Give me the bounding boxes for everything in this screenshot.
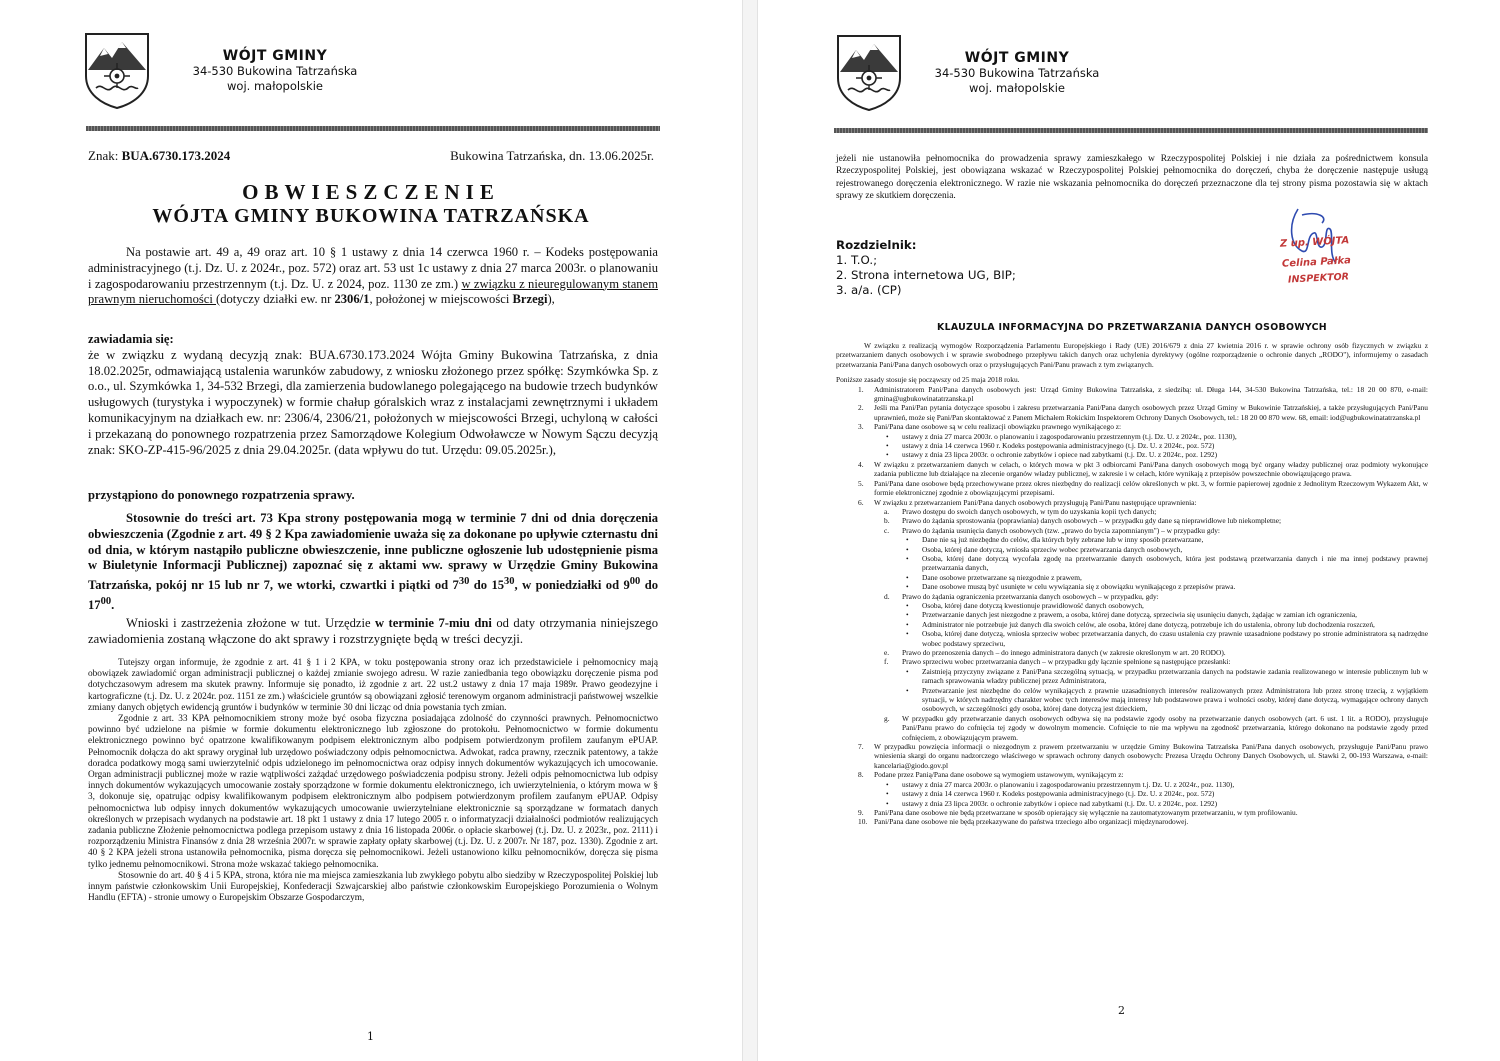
clause-item: 8. Podane przez Panią/Pana dane osobowe są wymogiem ustawowym, wynikającym z:: [858, 770, 1124, 780]
clause-bullet: • Osoba, której dane dotyczą, wniosła sprzeciw wobec przetwarzania danych, do czasu ustalenia czy prawnie uzasadnione podstawy po stronie administratora są nadrzędne wobec podstawy sprzeciwu,: [836, 629, 1428, 648]
distribution-list: [836, 238, 1016, 298]
legal-basis-paragraph: Na postawie art. 49 a, 49 oraz art. 10 § 1 ustawy z dnia 14 czerwca 1960 r. – Kodeks postępowania administracyjnego (t.j. Dz. U. z 2024r., poz. 572) oraz art. 53 ust 1c ustawy z dnia 27 marca 2003r. o planowaniu i zagospodarowaniu przestrzennym (t.j. Dz. U. z 2024, poz. 1130 ze zm.) w związku z nieuregulowanym stanem prawnym nieruchomości (dotyczy działki ew. nr 2306/1, położonej w miejscowości Brzegi),: [88, 245, 658, 307]
clause-item: 2. Jeśli ma Pani/Pan pytania dotyczące sposobu i zakresu przetwarzania Pani/Pana danych osobowych przez Urząd Gminy w Bukowinie Tatrzańskiej, a także przysługujących Pani/Panu uprawnień, może się Pani/Pan skontaktować z Panem Michałem Rokickim Inspektorem Ochrony Danych Osobowych, tel.: 18 20 00 870 wew. 68, email: iod@ugbukowinatatrzanska.pl: [858, 403, 1428, 422]
case-reference-label: Znak:: [88, 148, 122, 163]
clause-subitem: d. Prawo do żądania ograniczenia przetwarzania danych osobowych – w przypadku, gdy:: [884, 591, 1159, 601]
header-divider: [834, 128, 1428, 133]
clause-bullet: • Przetwarzanie jest niezbędne do celów wynikających z prawnie uzasadnionych interesów realizowanych przez Administratora lub przez stronę trzecią, z wyjątkiem sytuacji, w których nadrzędny charakter wobec tych interesów mają interesy lub podstawowe prawa i wolności osoby, której dane dotyczą, wymagające ochrony danych osobowych, w szczególności gdy osoba, której dane dotyczą jest dzieckiem,: [836, 686, 1428, 714]
fine-print-foreign: Stosownie do art. 40 § 4 i 5 KPA, strona, która nie ma miejsca zamieszkania lub zwykłego pobytu albo siedziby w Rzeczypospolitej Polskiej lub innym państwie członkowskim Unii Europejskiej, Konfederacji Szwajcarskiej albo państwie członkowskim Europejskiego Porozumienia o Wolnym Handlu (EFTA) - stronie umowy o Europejskim Obszarze Gospodarczym,: [88, 870, 658, 904]
notice-section: [88, 332, 658, 458]
clause-bullet: • ustawy z dnia 23 lipca 2003r. o ochronie zabytków i opiece nad zabytkami (t.j. Dz. U. z 2024r., poz. 1292): [836, 450, 1428, 459]
office-region: woj. małopolskie: [227, 79, 323, 93]
stamp-position: INSPEKTOR: [1287, 271, 1350, 286]
clause-subitem: b. Prawo do żądania sprostowania (poprawiania) danych osobowych – w przypadku gdy dane są nieprawidłowe lub niekompletne;: [884, 516, 1282, 526]
stamp-name: Celina Pałka: [1281, 255, 1352, 270]
clause-bullet: • Dane osobowe przetwarzane są niezgodnie z prawem,: [836, 573, 1428, 582]
fine-print: [88, 658, 658, 904]
clause-bullet: • ustawy z dnia 23 lipca 2003r. o ochronie zabytków i opiece nad zabytkami (t.j. Dz. U. z 2024r., poz. 1292): [836, 799, 1428, 808]
clause-bullet: • Osoba, której dane dotyczą kwestionuje prawidłowość danych osobowych,: [836, 601, 1428, 610]
coat-of-arms-icon: [82, 30, 152, 110]
case-reference-value: BUA.6730.173.2024: [121, 148, 231, 163]
office-address: 34-530 Bukowina Tatrzańska: [934, 66, 1100, 80]
document-page-2: [758, 0, 1500, 1061]
clause-item: 5. Pani/Pana dane osobowe będą przechowywane przez okres niezbędny do realizacji celów określonych w pkt. 3, w formie papierowej zgodnie z Jednolitym Rzeczowym Wykazem Akt, w formie elektronicznej zgodnie z obowiązującymi przepisami.: [858, 478, 1428, 498]
clause-bullet: • ustawy z dnia 27 marca 2003r. o planowaniu i zagospodarowaniu przestrzennym (t.j. Dz. U. z 2024r., poz. 1130),: [836, 432, 1428, 441]
clause-effective-date: Poniższe zasady stosuje się począwszy od 25 maja 2018 roku.: [836, 375, 1020, 385]
clause-item: 7. W przypadku powzięcia informacji o niezgodnym z prawem przetwarzaniu w urzędzie Gminy Bukowina Tatrzańska Pani/Pana danych osobowych, przysługuje Pani/Panu prawo wniesienia skargi do organu nadzorczego właściwego w sprawach ochrony danych osobowych: Prezesa Urzędu Ochrony Danych Osobowych, ul. Stawki 2, 00-193 Warszawa, e-mail: kancelaria@giodo.gov.pl: [858, 742, 1428, 770]
clause-item: 1. Administratorem Pani/Pana danych osobowych jest: Urząd Gminy Bukowina Tatrzańska, z siedzibą: ul. Długa 144, 34-530 Bukowina Tatrzańska, tel.: 18 20 00 870, e-mail: gmina@ugbukowinatatrzanska.pl: [858, 384, 1428, 404]
clause-item: 9. Pani/Pana dane osobowe nie będą przetwarzane w sposób opierający się wyłącznie na zautomatyzowanym przetwarzaniu, w tym profilowaniu.: [858, 807, 1298, 817]
clause-bullet: • Osoba, której dane dotyczą, wniosła sprzeciw wobec przetwarzania danych osobowych,: [836, 545, 1428, 554]
clause-item: 10. Pani/Pana dane osobowe nie będą przekazywane do państwa trzeciego albo organizacji międzynarodowej.: [858, 817, 1189, 827]
office-title: WÓJT GMINY: [964, 50, 1070, 66]
distribution-heading: Rozdzielnik:: [836, 238, 917, 252]
clause-bullet: • Dane nie są już niezbędne do celów, dla których były zebrane lub w inny sposób przetwarzane,: [836, 535, 1428, 544]
clause-bullet: • ustawy z dnia 14 czerwca 1960 r. Kodeks postępowania administracyjnego (t.j. Dz. U. z 2024r., poz. 572): [836, 441, 1428, 450]
clause-subitem: c. Prawo do żądania usunięcia danych osobowych (tzw. „prawo do bycia zapomnianym") – w przypadku gdy:: [884, 525, 1220, 535]
office-region: woj. małopolskie: [969, 81, 1065, 95]
page-gutter: [742, 0, 758, 1061]
notice-body: że w związku z wydaną decyzją znak: BUA.6730.173.2024 Wójta Gminy Bukowina Tatrzańska, z dnia 18.02.2025r, odmawiającą ustalenia warunków zabudowy, z wniosku złożonego przez spółkę: Szymkówka Sp. z o.o., ul. Szymkówka 1, 34-532 Brzegi, dla zamierzenia budowlanego polegającego na budowie trzech budynków usługowych (turystyka i wypoczynek) w formie chałup góralskich wraz z instalacjami zewnętrznymi i układem komunikacyjnym na działkach ew. nr: 2306/4, 2306/21, położonych w miejscowości Brzegi, uchyloną w całości i przekazaną do ponownego rozpatrzenia przez Samorządowe Kolegium Odwoławcze w Nowym Sączu decyzją znak: SKO-ZP-415-96/2025 z dnia 29.04.2025r. (data wpływu do tut. Urzędu: 09.05.2025r.),: [88, 347, 658, 457]
header-divider: [86, 126, 660, 131]
data-protection-clause: [836, 341, 1428, 827]
clause-subitem: f. Prawo sprzeciwu wobec przetwarzania danych – w przypadku gdy łącznie spełnione są następujące przesłanki:: [884, 657, 1231, 667]
distribution-item: 1. T.O.;: [836, 253, 878, 267]
stamp-authority: Z up. WÓJTA: [1279, 235, 1350, 250]
clause-title: KLAUZULA INFORMACYJNA DO PRZETWARZANIA DANYCH OSOBOWYCH: [937, 322, 1327, 333]
clause-bullet: • ustawy z dnia 14 czerwca 1960 r. Kodeks postępowania administracyjnego (t.j. Dz. U. z 2024r., poz. 572): [836, 789, 1428, 798]
notice-heading: zawiadamia się:: [88, 332, 174, 346]
office-header: [922, 50, 1112, 96]
document-date: Bukowina Tatrzańska, dn. 13.06.2025r.: [450, 148, 654, 163]
office-header: [180, 48, 370, 94]
clause-subitem: e. Prawo do przenoszenia danych – do innego administratora danych (w zakresie określonym w art. 20 RODO).: [884, 648, 1226, 657]
clause-subitem: g. W przypadku gdy przetwarzanie danych osobowych odbywa się na podstawie zgody osoby na przetwarzanie danych osobowych (art. 6 ust. 1 lit. a RODO), przysługuje Pani/Panu prawo do cofnięcia tej zgody w dowolnym momencie. Cofnięcie to nie ma wpływu na zgodność przetwarzania, którego dokonano na podstawie zgody przed cofnięciem, z obowiązującym prawem.: [884, 713, 1428, 742]
foreign-party-continuation: jeżeli nie ustanowiła pełnomocnika do prowadzenia sprawy zamieszkałego w Rzeczypospolitej Polskiej i nie działa za pośrednictwem konsula Rzeczypospolitej Polskiej, jest obowiązana wskazać w Rzeczypospolitej Polskiej pełnomocnika do doręczeń, chyba że doręczenie następuje usługą rejestrowanego doręczenia elektronicznego. W razie nie wskazania pełnomocnika do doręczeń przeznaczone dla tej strony pisma pozostawia się w aktach sprawy ze skutkiem doręczenia.: [836, 154, 1428, 202]
clause-bullet: • Przetwarzanie danych jest niezgodne z prawem, a osoba, której dane dotyczą, sprzeciwia się usunięciu danych, żądając w zamian ich ograniczenia,: [836, 610, 1428, 619]
clause-bullet: • Dane osobowe muszą być usunięte w celu wywiązania się z obowiązku wynikającego z przepisów prawa.: [836, 582, 1428, 591]
clause-item: 6. W związku z przetwarzaniem Pani/Pana danych osobowych przysługują Pani/Panu następujące uprawnienia:: [858, 497, 1197, 507]
signature-stamp: [1258, 205, 1378, 295]
motions-paragraph: Wnioski i zastrzeżenia złożone w tut. Urzędzie w terminie 7-miu dni od daty otrzymania niniejszego zawiadomienia zostaną włączone do akt sprawy i rozstrzygnięte będą w treści decyzji.: [88, 616, 658, 646]
resume-statement: przystąpiono do ponownego rozpatrzenia sprawy.: [88, 488, 355, 502]
distribution-item: 2. Strona internetowa UG, BIP;: [836, 268, 1016, 282]
case-reference: [88, 148, 230, 164]
coat-of-arms-icon: [834, 32, 904, 112]
clause-bullet: • Osoba, której dane dotyczą wycofała zgodę na przetwarzanie danych osobowych, która jest podstawą przetwarzania danych i nie ma innej podstawy prawnej przetwarzania danych,: [836, 554, 1428, 573]
access-paragraph: Stosownie do treści art. 73 Kpa strony postępowania mogą w terminie 7 dni od dnia doręczenia obwieszczenia (Zgodnie z art. 49 § 2 Kpa zawiadomienie uważa się za dokonane po upływie czternastu dni od dnia, w którym nastąpiło publiczne obwieszczenie, inne publiczne ogłoszenie lub udostępnienie pisma w Biuletynie Informacji Publicznej) zapoznać się z aktami ww. sprawy w Urzędzie Gminy Bukowina Tatrzańska, pokój nr 15 lub nr 7, we wtorki, czwartki i piątki od $7^{30}$ do $15^{30}$, w poniedziałki od $9^{00}$ do $17^{00}$.: [88, 511, 659, 613]
distribution-item: 3. a/a. (CP): [836, 283, 902, 297]
clause-bullet: • Zaistnieją przyczyny związane z Pani/Pana szczególną sytuacją, w przypadku przetwarzania danych na podstawie zadania realizowanego w interesie publicznym lub w ramach sprawowania władzy publicznej przez Administratora,: [836, 667, 1428, 686]
clause-item: 3. Pani/Pana dane osobowe są w celu realizacji obowiązku prawnego wynikającego z:: [858, 422, 1122, 432]
clause-item: 4. W związku z przetwarzaniem danych w celach, o których mowa w pkt 3 odbiorcami Pani/Pana danych osobowych mogą być organy władzy publicznej oraz podmioty wykonujące zadania publiczne lub działające na zlecenie organów władzy publicznej, w zakresie i w celach, które wynikają z przepisów powszechnie obowiązującego prawa.: [858, 459, 1428, 479]
office-title: WÓJT GMINY: [222, 48, 328, 64]
document-page-1: [0, 0, 742, 1061]
page-number: 2: [1118, 1004, 1125, 1017]
fine-print-proxy: Zgodnie z art. 33 KPA pełnomocnikiem strony może być osoba fizyczna posiadająca zdolność do czynności prawnych. Pełnomocnictwo powinno być udzielone na piśmie w formie dokumentu elektronicznego lub zgłoszone do protokołu. Pełnomocnictwo w formie dokumentu elektronicznego powinno być opatrzone kwalifikowanym podpisem elektronicznym albo podpisem potwierdzonym profilem zaufanym ePUAP. Pełnomocnik dołącza do akt sprawy oryginał lub urzędowo poświadczony odpis pełnomocnictwa. Adwokat, radca prawny, rzecznik patentowy, a także doradca podatkowy mogą sami uwierzytelnić odpis udzielonego im pełnomocnictwa oraz odpisy innych dokumentów wykazujących ich umocowanie. Organ administracji publicznej może w razie wątpliwości zażądać urzędowego poświadczenia podpisu strony. Jeżeli odpis pełnomocnictwa lub odpisy innych dokumentów wykazujących umocowanie zostały sporządzone w formie dokumentu elektronicznego, ich uwierzytelnienia, o którym mowa w § 3, dokonuje się, opatrując odpisy kwalifikowanym podpisem elektronicznym albo podpisem potwierdzonym profilem zaufanym ePUAP. Odpisy pełnomocnictwa lub odpisy innych dokumentów wykazujących umocowanie uwierzytelniane elektronicznie są sporządzane w formatach danych określonych w przepisach wydanych na podstawie art. 18 pkt 1 ustawy z dnia 17 lutego 2005 r. o informatyzacji działalności podmiotów realizujących zadania publiczne Złożenie pełnomocnictwa podlega przepisom ustawy z dnia 16 listopada 2006r. o opłacie skarbowej (t.j. Dz. U. z 2023r., poz. 2111) i rozporządzeniu Ministra Finansów z dnia 28 września 2007r. w sprawie zapłaty opłaty skarbowej (t.j. Dz. U. z 2007r. Nr 187, poz. 1330). Zgodnie z art. 40 § 2 KPA jeżeli strona ustanowiła pełnomocnika, pisma doręcza się pełnomocnikowi. Jeżeli ustanowiono kilku pełnomocników, doręcza się pisma tylko jednemu pełnomocnikowi. Strona może wskazać takiego pełnomocnika.: [88, 714, 658, 870]
fine-print-address: Tutejszy organ informuje, że zgodnie z art. 41 § 1 i 2 KPA, w toku postępowania strony oraz ich przedstawiciele i pełnomocnicy mają obowiązek zawiadomić organ administracji publicznej o każdej zmianie swojego adresu. W razie zaniedbania tego obowiązku doręczenie pisma pod dotychczasowym adresem ma skutek prawny. Informuje się ponadto, iż zgodnie z art. 22 ust.2 ustawy z dnia 17 maja 1989r. Prawo geodezyjne i kartograficzne (t.j. Dz. U. z 2024r. poz. 1151 ze zm.) właściciele gruntów są obowiązani zgłosić terenowym organom administracji państwowej wszelkie zmiany danych objętych ewidencją gruntów i budynków w terminie 30 dni licząc od dnia powstania tych zmian.: [88, 658, 658, 713]
document-title: OBWIESZCZENIE: [242, 180, 500, 204]
document-subtitle: WÓJTA GMINY BUKOWINA TATRZAŃSKA: [152, 205, 590, 227]
clause-bullet: • ustawy z dnia 27 marca 2003r. o planowaniu i zagospodarowaniu przestrzennym t.j. Dz. U. z 2024r., poz. 1130),: [836, 780, 1428, 789]
clause-subitem: a. Prawo dostępu do swoich danych osobowych, w tym do uzyskania kopii tych danych;: [884, 506, 1157, 516]
clause-intro: W związku z realizacją wymogów Rozporządzenia Parlamentu Europejskiego i Rady (UE) 2016/679 z dnia 27 kwietnia 2016 r. w sprawie ochrony osób fizycznych w związku z przetwarzaniem danych osobowych i w sprawie swobodnego przepływu takich danych oraz uchylenia dyrektywy (ogólne rozporządzenie o ochronie danych „RODO"), informujemy o zasadach przetwarzania Pani/Pana danych osobowych oraz o przysługujących Pani/Panu prawach z tym związanych.: [836, 341, 1428, 369]
office-address: 34-530 Bukowina Tatrzańska: [192, 64, 358, 78]
clause-bullet: • Administrator nie potrzebuje już danych dla swoich celów, ale osoba, której dane dotyczą, potrzebuje ich do ustalenia, obrony lub dochodzenia roszczeń,: [836, 620, 1428, 629]
page-number: 1: [367, 1030, 374, 1043]
